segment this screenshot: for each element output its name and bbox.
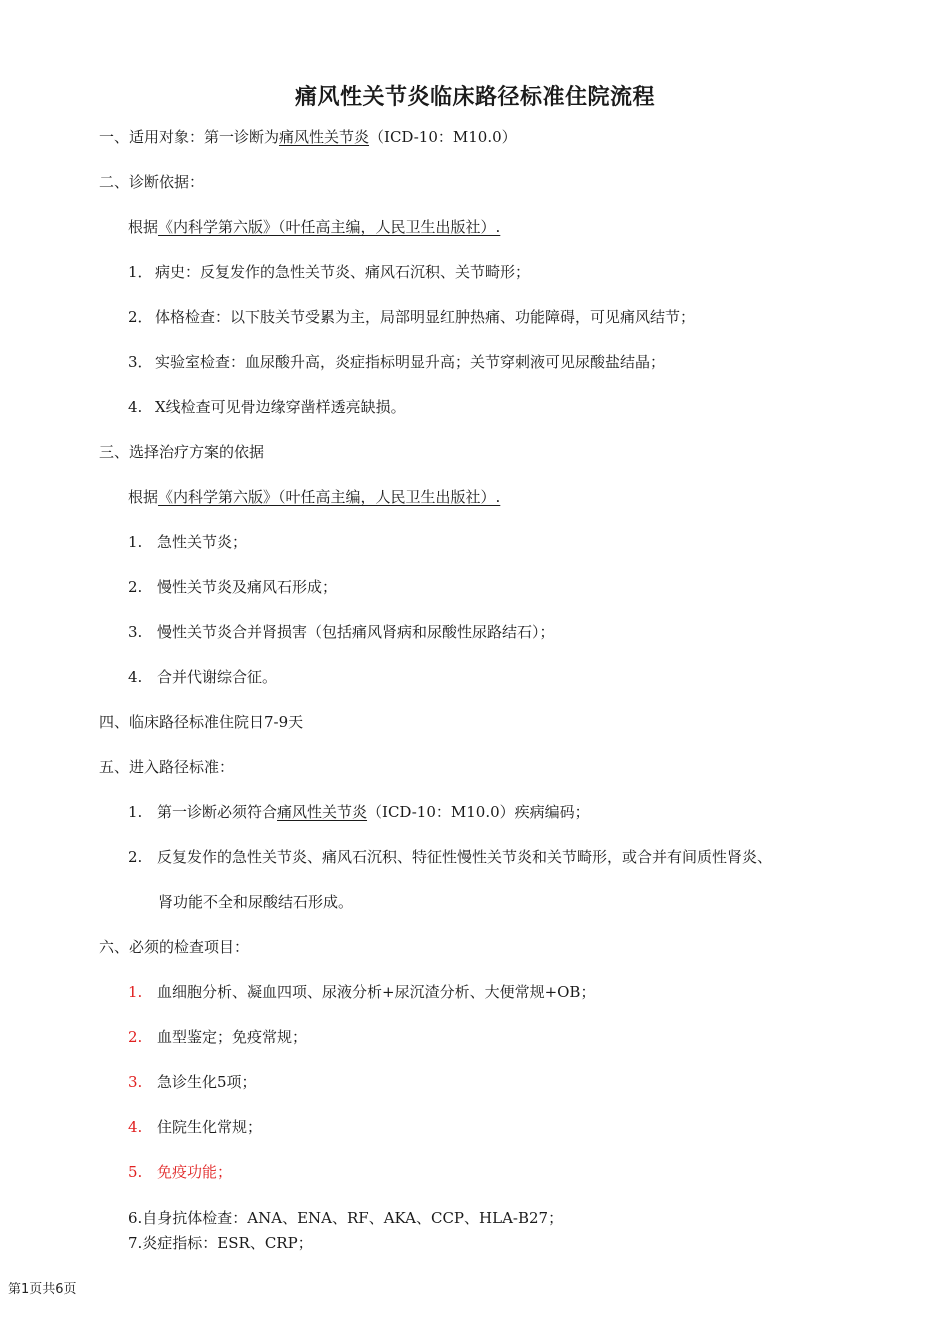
section-6-item-5: [128, 1162, 232, 1182]
section-5-item-2: [128, 847, 772, 867]
item-text: 免疫功能；: [157, 1163, 233, 1181]
section-3-item-1: [128, 532, 247, 552]
section-3-item-4: [128, 667, 277, 687]
section-6-item-4: [128, 1117, 262, 1137]
item-text: 实验室检查：血尿酸升高，炎症指标明显升高；关节穿刺液可见尿酸盐结晶；: [155, 353, 666, 371]
item-number: 5.: [128, 1163, 143, 1181]
section-2-basis: [128, 217, 500, 237]
item-number: 4.: [128, 1118, 143, 1136]
item-number: 1.: [128, 803, 143, 821]
section-2-item-2: [128, 307, 695, 327]
section-4-heading: 四、临床路径标准住院日7-9天: [99, 713, 304, 731]
section-1-disease: 痛风性关节炎: [279, 128, 370, 146]
item-text: 病史：反复发作的急性关节炎、痛风石沉积、关节畸形；: [155, 263, 531, 281]
section-5-heading: 五、进入路径标准：: [99, 758, 235, 776]
item-number: 1.: [128, 533, 143, 551]
item-number: 2.: [128, 578, 143, 596]
item-text: 慢性关节炎及痛风石形成；: [157, 578, 338, 596]
item-text: 慢性关节炎合并肾损害（包括痛风肾病和尿酸性尿路结石）；: [157, 623, 555, 641]
item-number: 3.: [128, 1073, 143, 1091]
section-3-item-2: [128, 577, 337, 597]
item-text: 住院生化常规；: [157, 1118, 263, 1136]
section-3-basis-prefix: 根据: [128, 488, 159, 506]
item-text: 血型鉴定；免疫常规；: [157, 1028, 308, 1046]
item-number: 4.: [128, 398, 143, 416]
section-2-heading: 二、诊断依据：: [99, 173, 205, 191]
section-5-item-1: [128, 802, 590, 822]
item-number: 4.: [128, 668, 143, 686]
section-6-item-7: 7.炎症指标：ESR、CRP；: [128, 1234, 313, 1252]
section-3-basis: [128, 487, 500, 507]
section-6-item-1: [128, 982, 595, 1002]
section-6-item-3: [128, 1072, 257, 1092]
section-6-item-6: 6.自身抗体检查：ANA、ENA、RF、AKA、CCP、HLA-B27；: [128, 1209, 564, 1227]
section-2-item-3: [128, 352, 665, 372]
item-text: 急诊生化5项；: [157, 1073, 257, 1091]
item-disease: 痛风性关节炎: [277, 803, 368, 821]
section-6-heading: 六、必须的检查项目：: [99, 938, 250, 956]
item-number: 2．: [128, 308, 153, 326]
section-3-basis-book: 《内科学第六版》（叶任高主编，人民卫生出版社）.: [158, 488, 501, 506]
item-number: 1.: [128, 983, 143, 1001]
page-title: 痛风性关节炎临床路径标准住院流程: [294, 85, 655, 110]
item-text: 反复发作的急性关节炎、痛风石沉积、特征性慢性关节炎和关节畸形，或合并有间质性肾炎、: [157, 848, 773, 866]
section-2-item-1: [128, 262, 530, 282]
item-text: 体格检查：以下肢关节受累为主，局部明显红肿热痛、功能障碍，可见痛风结节；: [155, 308, 696, 326]
item-text-prefix: 第一诊断必须符合: [157, 803, 278, 821]
item-text: X线检查可见骨边缘穿凿样透亮缺损。: [155, 398, 406, 416]
section-5-item-2-continuation: 肾功能不全和尿酸结石形成。: [158, 893, 354, 911]
item-text-suffix: （ICD-10：M10.0）疾病编码；: [367, 803, 590, 821]
section-2-basis-book: 《内科学第六版》（叶任高主编，人民卫生出版社）.: [158, 218, 501, 236]
section-1-prefix: 一、适用对象：第一诊断为: [99, 128, 280, 146]
section-2-basis-prefix: 根据: [128, 218, 159, 236]
item-number: 2.: [128, 848, 143, 866]
section-1-code: （ICD-10：M10.0）: [369, 128, 517, 146]
item-text: 合并代谢综合征。: [157, 668, 278, 686]
section-3-heading: 三、选择治疗方案的依据: [99, 443, 265, 461]
page-number-footer: 第1页共6页: [8, 1282, 77, 1297]
item-number: 1．: [128, 263, 153, 281]
section-6-item-2: [128, 1027, 307, 1047]
section-applicable-object: [99, 127, 517, 147]
item-number: 3.: [128, 623, 143, 641]
item-number: 3．: [128, 353, 153, 371]
section-3-item-3: [128, 622, 555, 642]
item-text: 急性关节炎；: [157, 533, 248, 551]
item-text: 血细胞分析、凝血四项、尿液分析+尿沉渣分析、大便常规+OB；: [157, 983, 596, 1001]
item-number: 2.: [128, 1028, 143, 1046]
section-2-item-4: [128, 397, 406, 417]
